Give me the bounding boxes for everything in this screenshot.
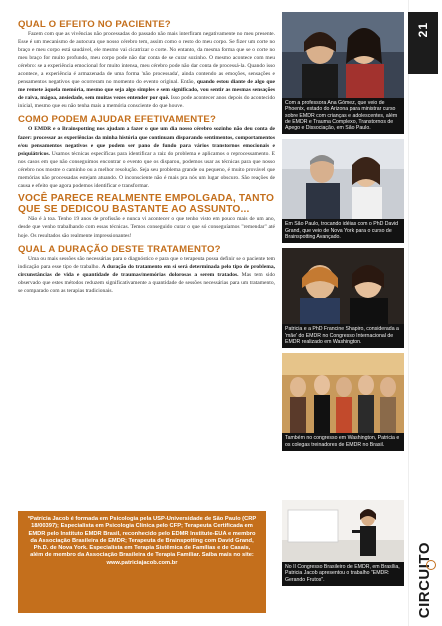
photo-washington-group xyxy=(282,353,404,433)
paragraph-duracao-1-bold: A duração do tratamento em si será determinada pelo tipo de problema, circunstâncias de vida e quantidade de traumas/memórias dolorosas a serem tratados. xyxy=(18,263,276,278)
paragraph-efeito-1-bold: quando estou diante de algo que me remete àquela memória, mesmo que seja algo simples e sem significado, vou sentir as mesmas sensações de raiva, mágoa, ansiedade, sem muitas vezes entender por quê. xyxy=(18,79,276,102)
section-title-duracao: QUAL A DURAÇÃO DESTE TRATAMENTO? xyxy=(18,243,221,255)
paragraph-ajudar-1-text: Usamos técnicas específicas para identificar a raiz do problema e aplicamos o reprocessamento. E nos casos em que não conseguimos encontrar o evento que os disparou, podemos usar as técnicas para que nosso cérebro nos mostre o caminho ou a melhor resolução. Seja seu problema grande ou pequeno, é muito provável que memórias não processadas estejam atuando. O inconsciente não é mais pra nós um lugar obscuro. São reações de causa e efeito que agora podemos identificar e transformar. xyxy=(18,150,276,189)
section-title-efeito: QUAL O EFEITO NO PACIENTE? xyxy=(18,19,171,30)
author-bio-box xyxy=(18,511,266,613)
paragraph-ajudar-1-bold: O EMDR e o Brainspotting nos ajudam a fazer o que um dia nosso cérebro sozinho não deu conta de fazer: processar as experiências da minha história que continuam disparando sentimentos, comportamentos e/ou pensamentos negativos e que podem ser pano de fundo para vários transtornos emocionais e psiquiátricos. xyxy=(18,126,275,157)
photo-brasilia-congress-frame xyxy=(282,500,404,562)
paragraph-efeito-1 xyxy=(18,30,275,110)
magazine-brand-text: CIRCUITO xyxy=(415,541,433,619)
article-column xyxy=(18,14,275,295)
paragraph-efeito-1-tail: Isso pode acontecer anos depois do acontecido inicial, mesmo que eu não tenha mais a memória consciente do que houve. xyxy=(18,95,275,110)
caption-francine-shapiro: Patricia e a PhD Francine Shapiro, considerada a 'mãe' do EMDR no Congresso Internacional de EMDR realizado em Washington. xyxy=(282,324,404,348)
author-bio-text: *Patrícia Jacob é formada em Psicologia pela USP-Universidade de São Paulo (CRP 18/00397); Especialista em Psicologia Clínica pelo CFP; Terapeuta Certificada em EMDR pelo Instituto EMDR Brasil, reconhecido pelo EDMR Institute-EUA e membro da Associação Brasileira de EMDR; Terapeuta de Brainspotting com David Grand, Ph.D. de Nova York. Especialista em Terapia Sistêmica de Famílias e de Casais, além de membro da Associação Brasileira de Terapia Familiar. Saiba mais no site: www.patriciajacob.com.br xyxy=(27,516,257,566)
section-title-ajudar: COMO PODEM AJUDAR EFETIVAMENTE? xyxy=(18,114,217,126)
photo-washington-group-image xyxy=(282,353,404,433)
caption-washington-group: Também no congresso em Washington, Patricia e os colegas treinadores de EMDR no Brasil. xyxy=(282,433,404,451)
caption-david-grand: Em São Paulo, trocando idéias com o PhD David Grand, que veio de Nova York para o curso de Brainspotting Avançado. xyxy=(282,219,404,243)
page-number: 21 xyxy=(416,22,430,38)
caption-brasilia-congress: No II Congresso Brasileiro de EMDR, em Brasília, Patricia Jacob apresentou o trabalho "EMDR: Gerando Frutos". xyxy=(282,562,404,586)
photo-francine-shapiro xyxy=(282,248,404,324)
paragraph-duracao-1-tail: Mas tem sido observado que estes métodos reduzem significativamente a quantidade de sessões necessárias para um tratamento, se comparado com as terapias tradicionais. xyxy=(18,271,276,294)
paragraph-duracao-1 xyxy=(18,255,275,295)
caption-ana-gomez: Com a professora Ana Gómez, que veio de Phoenix, estado do Arizona para ministrar curso sobre EMDR com crianças e adolescentes, além de EMDR e Trauma Complexo, Transtornos de Apego e Dissociação, em São Paulo. xyxy=(282,98,404,134)
photo-david-grand xyxy=(282,139,404,219)
magazine-brand xyxy=(410,540,438,620)
photo-column xyxy=(282,12,404,456)
paragraph-efeito-1-text: Fazem com que as vivências não processadas do passado não mais interfiram negativamente no meu presente. Esse é um mecanismo de autocura que nosso cérebro tem, assim como o resto do meu corpo. Se fizer um corte no braço e meu corpo está saudável, ele mesmo vai cicatrizar o corte. No entanto, da mesma forma que se o corte no meu braço for muito profundo, meu corpo pode não dar conta de se curar sozinho. O mesmo acontece com meu cérebro: se a experiência emocional for muito intensa, meu cérebro pode não dar conta de processá-la. Quando isso acontece, a experiência é armazenada de uma forma 'não processada', ainda contendo as emoções, sensações e pensamentos negativos que ocorreram no momento do evento original. Então, xyxy=(18,31,275,86)
photo-ana-gomez xyxy=(282,12,404,98)
paragraph-empolgada-1: Não é à toa. Tenho 19 anos de profissão e nunca vi acontecer o que tenho visto em pouco mais de um ano, desde que venho trabalhando com essas técnicas. Temos conseguido curar o que só conseguíamos "remendar" até hoje. Os resultados são realmente impressionantes! xyxy=(18,216,275,239)
photo-francine-shapiro-image xyxy=(282,248,404,324)
photo-ana-gomez-image xyxy=(282,12,404,98)
paragraph-duracao-1-text: Uma ou mais sessões são necessárias para o diagnóstico e para que o terapeuta possa definir se o paciente tem indicação para esse tipo de trabalho. xyxy=(18,255,275,270)
brand-logo-icon xyxy=(426,560,436,570)
paragraph-ajudar-1 xyxy=(18,125,275,189)
photo-david-grand-image xyxy=(282,139,404,219)
photo-brasilia-congress-image xyxy=(282,500,404,562)
section-title-empolgada: VOCÊ PARECE REALMENTE EMPOLGADA, TANTO QUE SE DEDICOU BASTANTE AO ASSUNTO... xyxy=(18,192,275,215)
page-side-strip xyxy=(408,0,442,626)
photo-brasilia-congress xyxy=(282,500,404,586)
